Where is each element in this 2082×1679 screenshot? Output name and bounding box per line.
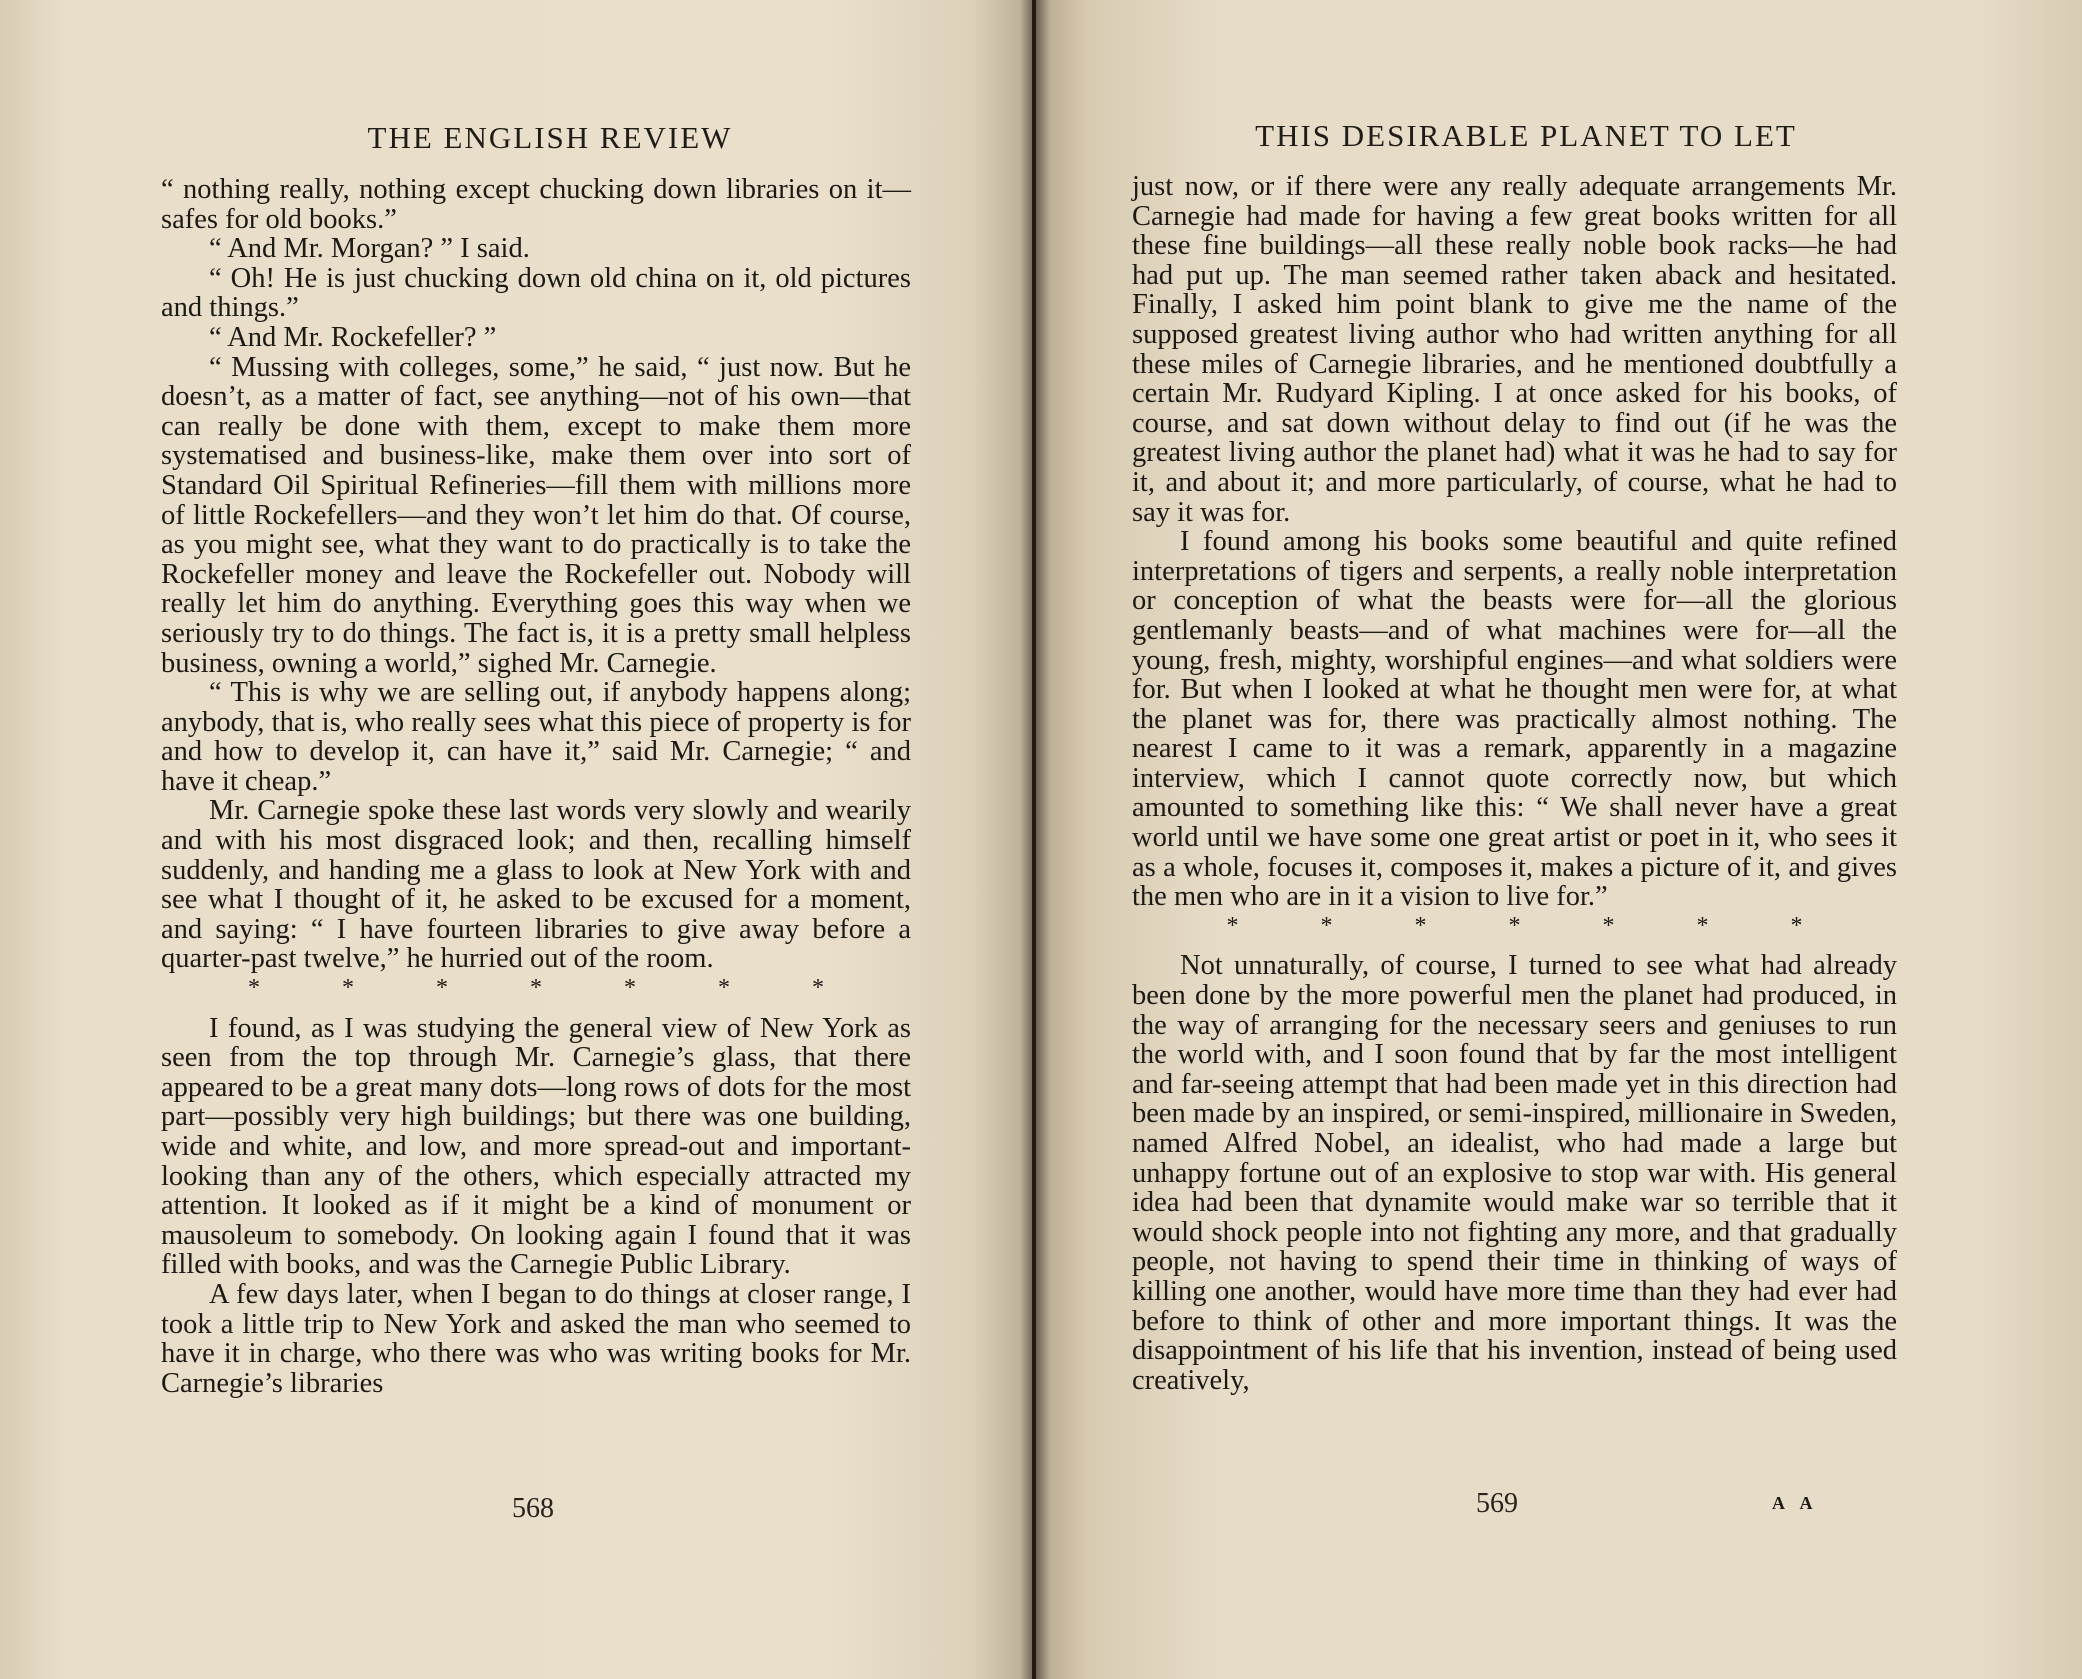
paragraph: “ And Mr. Morgan? ” I said. xyxy=(209,233,530,265)
paragraph: I found among his books some beautiful and quite refined interpretations of tigers and serpents, a really noble interpretation or conception of what the beasts were for—all the glorious gentlemanly beasts—and of what machines were for—all the young, fresh, mighty, worshipful engines—and what soldiers were for. But when I looked at what he thought men were for, at what the planet was for, there was practically almost nothing. The nearest I came to it was a remark, apparently in a magazine interview, which I cannot quote correctly now, but which amounted to something like this: “ We shall never have a great world until we have some one great artist or poet in it, who sees it as a whole, focuses it, composes it, makes a picture of it, and gives the men who are in it a vision to live for.” xyxy=(1132,526,1897,913)
section-break: * * * * * * * xyxy=(248,975,862,1002)
body-text xyxy=(1132,172,1897,1395)
signature-mark: A A xyxy=(1772,1493,1819,1513)
paragraph: A few days later, when I began to do things at closer range, I took a little trip to New York and asked the man who seemed to have it in charge, who there was who was writing books for Mr. Carnegie’s libraries xyxy=(161,1278,911,1399)
paragraph: “ nothing really, nothing except chucking down libraries on it—safes for old books.” xyxy=(161,174,911,235)
page-number: 568 xyxy=(512,1493,554,1524)
paragraph: I found, as I was studying the general view of New York as seen from the top through Mr. Carnegie’s glass, that there appeared to be a great many dots—long rows of dots for the most part—possibly very high buildings; but there was one building, wide and white, and low, and more spread-out and important-looking than any of the others, which especially attracted my attention. It looked as if it might be a kind of monument or mausoleum to somebody. On looking again I found that it was filled with books, and was the Carnegie Public Library. xyxy=(161,1012,911,1281)
right-page xyxy=(1036,0,2082,1679)
page-number: 569 xyxy=(1476,1488,1518,1519)
paragraph: “ This is why we are selling out, if anybody happens along; anybody, that is, who really sees what this piece of property is for and how to develop it, can have it,” said Mr. Carnegie; “ and have it cheap.” xyxy=(161,677,911,797)
paragraph: Mr. Carnegie spoke these last words very slowly and wearily and with his most disgraced look; and then, recalling himself suddenly, and handing me a glass to look at New York with and see what I thought of it, he asked to be excused for a moment, and saying: “ I have fourteen libraries to give away before a quarter-past twelve,” he hurried out of the room. xyxy=(161,795,911,975)
book-gutter xyxy=(1020,0,1050,1679)
section-break: * * * * * * * xyxy=(1226,912,1841,939)
body-text xyxy=(161,175,911,1398)
running-head: THE ENGLISH REVIEW xyxy=(367,120,733,155)
paragraph: “ Oh! He is just chucking down old china on it, old pictures and things.” xyxy=(161,262,911,324)
paragraph: “ And Mr. Rockefeller? ” xyxy=(209,321,497,353)
running-head: THIS DESIRABLE PLANET TO LET xyxy=(1255,118,1797,153)
left-page xyxy=(0,0,1032,1679)
paragraph: Not unnaturally, of course, I turned to see what had already been done by the more powerful men the planet had produced, in the way of arranging for the necessary seers and geniuses to run the world with, and I soon found that by far the most intelligent and far-seeing attempt that had been made yet in this direction had been made by an inspired, or semi-inspired, millionaire in Sweden, named Alfred Nobel, an idealist, who had made a large but unhappy fortune out of an explosive to stop war with. His general idea had been that dynamite would make war so terrible that it would shock people into not fighting any more, and that gradually people, not having to spend their time in thinking of ways of killing one another, would have more time than they had ever had before to think of other and more important things. It was the disappointment of his life that his invention, instead of being used creatively, xyxy=(1132,950,1897,1396)
paragraph: “ Mussing with colleges, some,” he said, “ just now. But he doesn’t, as a matter of fact, see anything—not of his own—that can really be done with them, except to make them more systematised and business-like, make them over into sort of Standard Oil Spiritual Refineries—fill them with millions more of little Rockefellers—and they won’t let him do that. Of course, as you might see, what they want to do practically is to take the Rockefeller money and leave the Rockefeller out. Nobody will really let him do anything. Everything goes this way when we seriously try to do things. The fact is, it is a pretty small helpless business, owning a world,” sighed Mr. Carnegie. xyxy=(161,351,911,679)
paragraph: just now, or if there were any really adequate arrangements Mr. Carnegie had made for having a few great books written for all these fine buildings—all these really noble book racks—he had had put up. The man seemed rather taken aback and hesitated. Finally, I asked him point blank to give me the name of the supposed greatest living author who had written anything for all these miles of Carnegie libraries, and he mentioned doubtfully a certain Mr. Rudyard Kipling. I at once asked for his books, of course, and sat down without delay to find out (if he was the greatest living author the planet had) what it was he had to say for it, and about it; and more particularly, of course, what he had to say it was for. xyxy=(1132,171,1897,528)
